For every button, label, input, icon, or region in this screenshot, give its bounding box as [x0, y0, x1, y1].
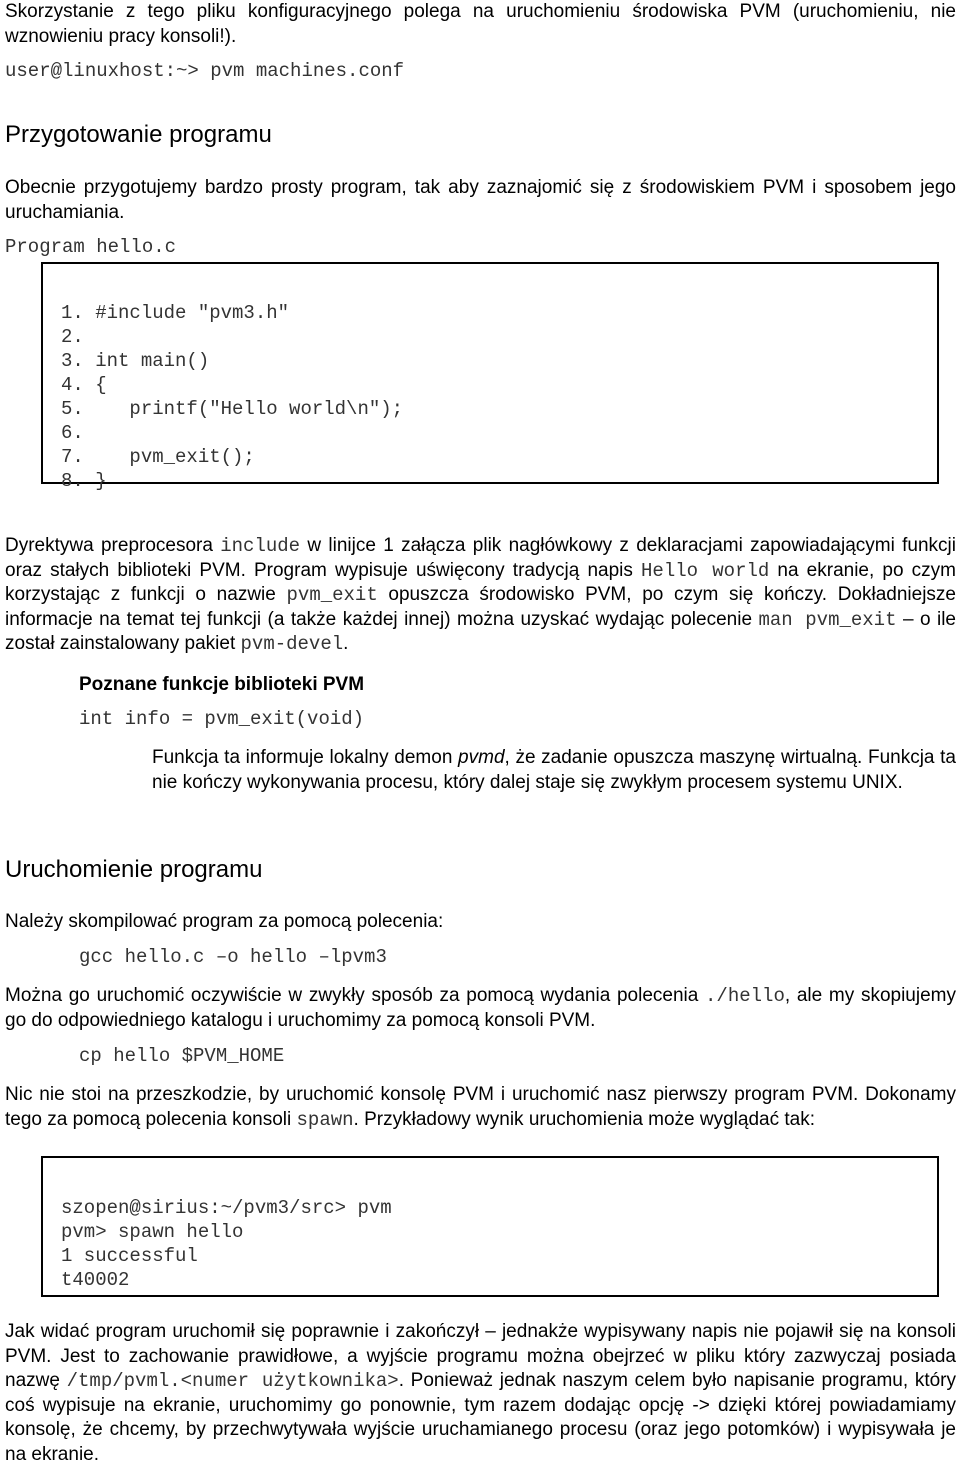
console-line: szopen@sirius:~/pvm3/src> pvm [61, 1197, 392, 1219]
run-paragraph: Można go uruchomić oczywiście w zwykły sposób za pomocą wydania polecenia ./hello, ale my skopiujemy go do odpowiedniego katalogu i uruchomimy za pomocą konsoli PVM. [5, 985, 956, 1031]
functions-heading: Poznane funkcje biblioteki PVM [79, 674, 365, 695]
directive-paragraph: Dyrektywa preprocesora include w linijce 1 załącza plik nagłówkowy z deklaracjami zapowiadającymi funkcji oraz stałych biblioteki PVM. Program wypisuje uświęcony tradycją napis Hello world na ekranie, po czym korzystając z funkcji o nazwie pvm_exit opuszcza środowisko PVM, po czym się kończy. Dokładniejsze informacje na temat tej funkcji (a także każdej innej) można uzyskać wydając polecenie man pvm_exit – o ile został zainstalowany pakiet pvm-devel. [5, 535, 956, 655]
function-signature: int info = pvm_exit(void) [79, 708, 365, 730]
section1-intro: Obecnie przygotujemy bardzo prosty program, tak aby zaznajomić się z środowiskiem PVM i sposobem jego uruchamiania. [5, 177, 956, 223]
code-line: 3. int main() [61, 350, 210, 372]
code-line: 4. { [61, 374, 107, 396]
compile-intro: Należy skompilować program za pomocą polecenia: [5, 911, 444, 932]
intro-paragraph: Skorzystanie z tego pliku konfiguracyjnego polega na uruchomieniu środowiska PVM (uruchomieniu, nie wznowieniu pracy konsoli!). [5, 1, 956, 47]
program-label: Program hello.c [5, 236, 177, 258]
code-line: 8. } [61, 470, 107, 492]
console-line: 1 successful [61, 1245, 198, 1267]
code-line: 7. pvm_exit(); [61, 446, 255, 468]
code-line: 1. #include "pvm3.h" [61, 302, 290, 324]
code-listing [61, 277, 403, 517]
code-line: 6. [61, 422, 84, 444]
console-output [61, 1172, 392, 1316]
compile-command: gcc hello.c –o hello –lpvm3 [79, 946, 387, 968]
console-line: t40002 [61, 1269, 130, 1291]
final-paragraph: Jak widać program uruchomił się poprawnie i zakończył – jednakże wypisywany napis nie pojawił się na konsoli PVM. Jest to zachowanie prawidłowe, a wyjście programu można obejrzeć w pliku który zazwyczaj posiada nazwę /tmp/pvml.<numer użytkownika>. Ponieważ jednak naszym celem było napisanie programu, który coś wypisuje na ekranie, uruchomimy go ponownie, tym razem dodając opcję -> dzięki której powiadamiamy konsolę, że chcemy, by przechwytywała wyjście uruchamianego procesu (oraz jego potomków) i wypisywała je na ekranie. [5, 1321, 957, 1465]
intro-command: user@linuxhost:~> pvm machines.conf [5, 60, 405, 82]
section-title-running: Uruchomienie programu [5, 856, 263, 883]
code-line: 2. [61, 326, 84, 348]
copy-command: cp hello $PVM_HOME [79, 1045, 285, 1067]
section-title-preparation: Przygotowanie programu [5, 121, 272, 148]
console-line: pvm> spawn hello [61, 1221, 244, 1243]
function-description: Funkcja ta informuje lokalny demon pvmd, że zadanie opuszcza maszynę wirtualną. Funkcja ta nie kończy wykonywania procesu, który dalej staje się zwykłym procesem systemu UNIX. [152, 747, 956, 793]
console-paragraph: Nic nie stoi na przeszkodzie, by uruchomić konsolę PVM i uruchomić nasz pierwszy program PVM. Dokonamy tego za pomocą polecenia konsoli spawn. Przykładowy wynik uruchomienia może wyglądać tak: [5, 1084, 956, 1131]
code-line: 5. printf("Hello world\n"); [61, 398, 404, 420]
